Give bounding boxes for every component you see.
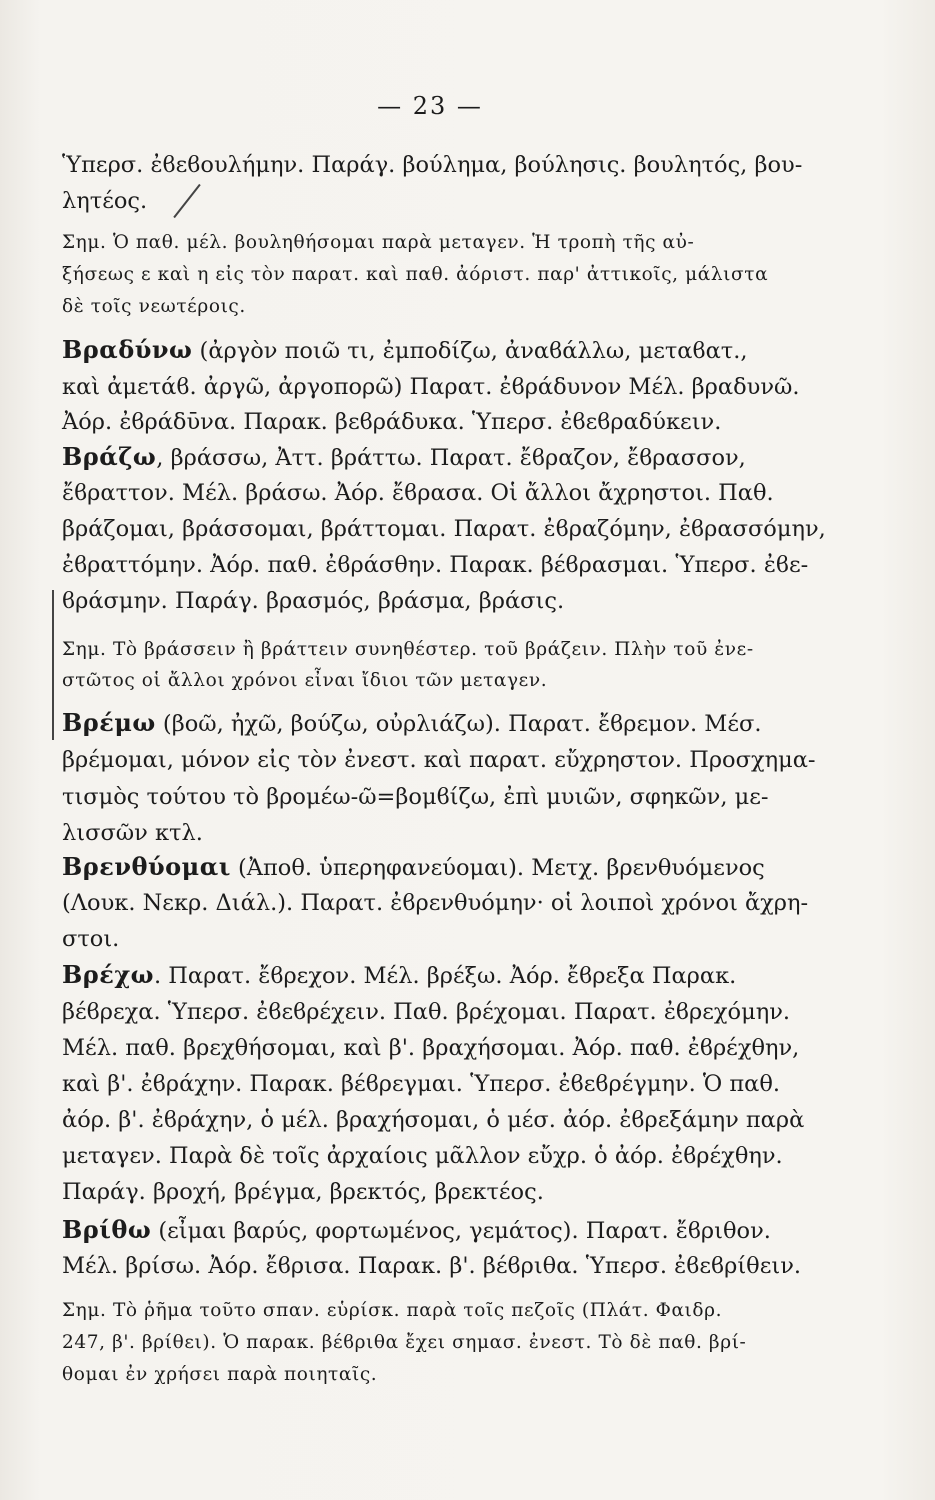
text-line: (Λουκ. Νεκρ. Διάλ.). Παρατ. ἐϐρενθυόμην· οἱ λοιποὶ χρόνοι ἄχρη- xyxy=(62,890,809,916)
text-line: Ὑπερσ. ἐϐεϐουλήμην. Παράγ. βούλημα, βούλησις. βουλητός, βου- xyxy=(62,152,803,178)
note-line: στῶτος οἱ ἄλλοι χρόνοι εἶναι ἴδιοι τῶν μεταγεν. xyxy=(62,670,548,691)
text-line: Μέλ. παθ. βρεχθήσομαι, καὶ β'. βραχήσομαι. Ἀόρ. παθ. ἐϐρέχθην, xyxy=(62,1035,800,1061)
entry-line: Βρέμω (βοῶ, ἠχῶ, βούζω, οὐρλιάζω). Παρατ. ἔϐρεμον. Μέσ. xyxy=(62,708,762,737)
headword: Βρίθω xyxy=(62,1215,152,1244)
text-line: τισμὸς τούτου τὸ βρομέω-ῶ=βομϐίζω, ἐπὶ μυιῶν, σφηκῶν, με- xyxy=(62,784,769,810)
pencil-mark xyxy=(173,184,200,218)
text-line: Ἀόρ. ἐϐράδῡνα. Παρακ. βεϐράδυκα. Ὑπερσ. ἐϐεϐραδύκειν. xyxy=(62,409,722,435)
text-line: καὶ β'. ἐϐράχην. Παρακ. βέϐρεγμαι. Ὑπερσ. ἐϐεϐρέγμην. Ὁ παθ. xyxy=(62,1071,781,1097)
headword: Βρέμω xyxy=(62,708,156,737)
text-line: ἐϐραττόμην. Ἀόρ. παθ. ἐϐράσθην. Παρακ. βέϐρασμαι. Ὑπερσ. ἐϐε- xyxy=(62,552,809,578)
text-line: λητέος. xyxy=(62,188,148,214)
note-line: Σημ. Τὸ ῥῆμα τοῦτο σπαν. εὑρίσκ. παρὰ τοῖς πεζοῖς (Πλάτ. Φαιδρ. xyxy=(62,1300,723,1321)
note-line: Σημ. Ὁ παθ. μέλ. βουληθήσομαι παρὰ μεταγεν. Ἡ τροπὴ τῆς αὐ- xyxy=(62,232,695,253)
headword: Βραδύνω xyxy=(62,335,193,364)
text-line: Μέλ. βρίσω. Ἀόρ. ἔϐρισα. Παρακ. β'. βέϐριθα. Ὑπερσ. ἐϐεϐρίθειν. xyxy=(62,1253,802,1279)
text-line: βέϐρεχα. Ὑπερσ. ἐϐεϐρέχειν. Παθ. βρέχομαι. Παρατ. ἐϐρεχόμην. xyxy=(62,999,791,1025)
text-line: ἔϐραττον. Μέλ. βράσω. Ἀόρ. ἔϐρασα. Οἱ ἄλλοι ἄχρηστοι. Παθ. xyxy=(62,480,774,506)
headword: Βράζω xyxy=(62,442,157,471)
text-line: στοι. xyxy=(62,926,120,952)
note-line: θομαι ἐν χρήσει παρὰ ποιηταῖς. xyxy=(62,1364,378,1385)
note-line: ξήσεως ε καὶ η εἰς τὸν παρατ. καὶ παθ. ἀόριστ. παρ' ἀττικοῖς, μάλιστα xyxy=(62,264,769,285)
text-line: μεταγεν. Παρὰ δὲ τοῖς ἀρχαίοις μᾶλλον εὔχρ. ὁ ἀόρ. ἐϐρέχθην. xyxy=(62,1143,783,1169)
text-line: καὶ ἀμετάϐ. ἀργῶ, ἀργοπορῶ) Παρατ. ἐϐράδυνον Μέλ. βραδυνῶ. xyxy=(62,374,800,400)
text-line: λισσῶν κτλ. xyxy=(62,820,203,846)
note-line: δὲ τοῖς νεωτέροις. xyxy=(62,296,246,317)
entry-line: Βραδύνω (ἀργὸν ποιῶ τι, ἐμποδίζω, ἀναϐάλλω, μεταϐατ., xyxy=(62,335,748,364)
headword: Βρέχω xyxy=(62,960,154,989)
text-line: ϐράσμην. Παράγ. βρασμός, βράσμα, βράσις. xyxy=(62,588,565,614)
headword: Βρενθύομαι xyxy=(62,852,231,881)
text-line: βρέμομαι, μόνον εἰς τὸν ἐνεστ. καὶ παρατ. εὔχρηστον. Προσχημα- xyxy=(62,747,816,773)
entry-line: Βρενθύομαι (Ἀποθ. ὑπερηφανεύομαι). Μετχ. βρενθυόμενος xyxy=(62,852,765,881)
margin-bracket xyxy=(52,590,54,740)
entry-line: Βρίθω (εἶμαι βαρύς, φορτωμένος, γεμάτος). Παρατ. ἔϐριθον. xyxy=(62,1215,771,1244)
note-line: Σημ. Τὸ βράσσειν ἢ βράττειν συνηθέστερ. τοῦ βράζειν. Πλὴν τοῦ ἐνε- xyxy=(62,639,754,660)
entry-line: Βράζω, βράσσω, Ἀττ. βράττω. Παρατ. ἔϐραζον, ἔϐρασσον, xyxy=(62,442,746,471)
text-line: βράζομαι, βράσσομαι, βράττομαι. Παρατ. ἐϐραζόμην, ἐϐρασσόμην, xyxy=(62,516,826,542)
text-line: Παράγ. βροχή, βρέγμα, βρεκτός, βρεκτέος. xyxy=(62,1179,544,1205)
entry-line: Βρέχω. Παρατ. ἔϐρεχον. Μέλ. βρέξω. Ἀόρ. ἔϐρεξα Παρακ. xyxy=(62,960,737,989)
note-line: 247, β'. βρίθει). Ὁ παρακ. βέϐριθα ἔχει σημασ. ἐνεστ. Τὸ δὲ παθ. βρί- xyxy=(62,1332,747,1353)
text-line: ἀόρ. β'. ἐϐράχην, ὁ μέλ. βραχήσομαι, ὁ μέσ. ἀόρ. ἐϐρεξάμην παρὰ xyxy=(62,1107,805,1133)
page-number: — 23 — xyxy=(377,92,483,120)
